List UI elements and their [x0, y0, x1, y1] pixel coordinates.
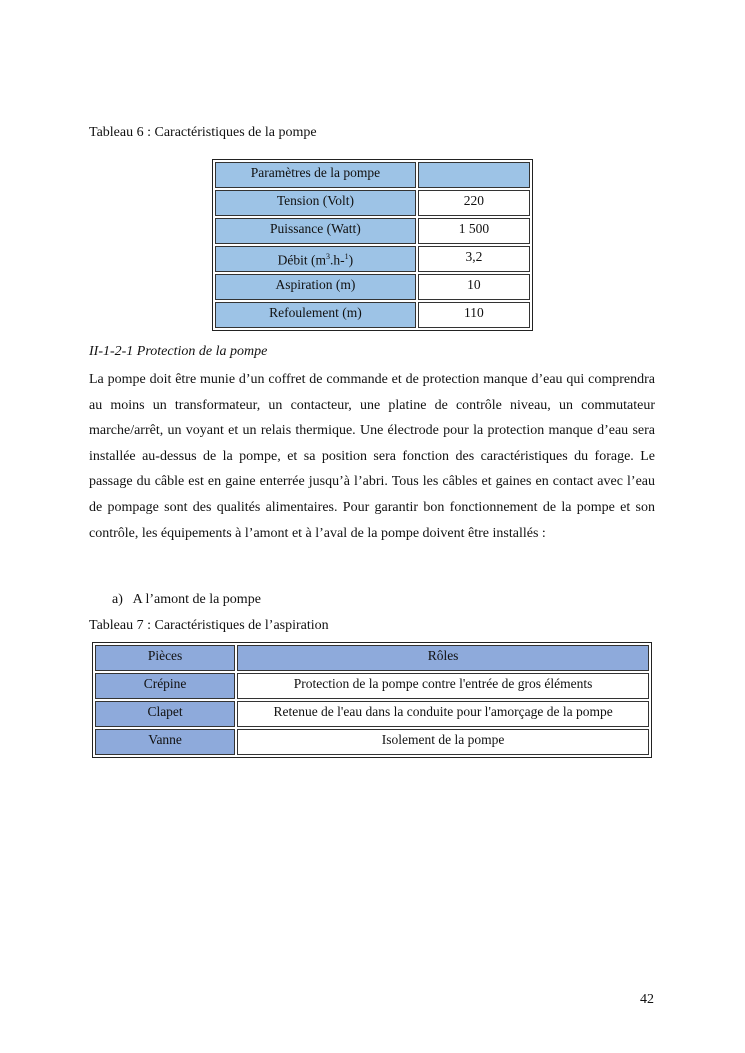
- table-row: [215, 246, 530, 272]
- table-row: [95, 673, 649, 699]
- piece-cell: Crépine: [95, 673, 235, 699]
- section-heading: II-1-2-1 Protection de la pompe: [89, 344, 268, 359]
- value-cell: 1 500: [418, 218, 530, 244]
- value-cell: 10: [418, 274, 530, 300]
- table-header-row: [215, 162, 530, 188]
- list-item: a) A l’amont de la pompe: [112, 592, 261, 607]
- table7-caption: Tableau 7 : Caractéristiques de l’aspiration: [89, 618, 329, 633]
- table-header-cell: Rôles: [237, 645, 649, 671]
- table-header-cell: Paramètres de la pompe: [215, 162, 416, 188]
- value-cell: 110: [418, 302, 530, 328]
- param-cell: Aspiration (m): [215, 274, 416, 300]
- param-text: ): [348, 252, 354, 268]
- value-cell: 3,2: [418, 246, 530, 272]
- table-row: [215, 274, 530, 300]
- table-row: [215, 218, 530, 244]
- table6-caption: Tableau 6 : Caractéristiques de la pompe: [89, 125, 317, 140]
- role-cell: Isolement de la pompe: [237, 729, 649, 755]
- table-row: [215, 190, 530, 216]
- table-row: [95, 701, 649, 727]
- table-row: [215, 302, 530, 328]
- page-number: 42: [640, 992, 654, 1007]
- table-header-cell: Pièces: [95, 645, 235, 671]
- body-paragraph: La pompe doit être munie d’un coffret de commande et de protection manque d’eau qui comprendra au moins un transformateur, un contacteur, une platine de contrôle niveau, un commutateur marche/arrêt, un voyant et un relais thermique. Une électrode pour la protection manque d’eau sera installée au-dessus de la pompe, et sa position sera fonction des caractéristiques du forage. Le passage du câble est en gaine enterrée jusqu’à l’abri. Tous les câbles et gaines en contact avec l’eau de pompage sont des qualités alimentaires. Pour garantir bon fonctionnement de la pompe et son contrôle, les équipements à l’amont et à l’aval de la pompe doivent être installés :: [89, 372, 655, 541]
- role-cell: Retenue de l'eau dans la conduite pour l'amorçage de la pompe: [237, 701, 649, 727]
- role-cell: Protection de la pompe contre l'entrée de gros éléments: [237, 673, 649, 699]
- param-cell: Puissance (Watt): [215, 218, 416, 244]
- value-cell: 220: [418, 190, 530, 216]
- table-header-cell: [418, 162, 530, 188]
- piece-cell: Vanne: [95, 729, 235, 755]
- param-cell: Tension (Volt): [215, 190, 416, 216]
- piece-cell: Clapet: [95, 701, 235, 727]
- param-text: .h-: [330, 252, 345, 268]
- param-cell: Refoulement (m): [215, 302, 416, 328]
- pump-characteristics-table: [212, 159, 533, 331]
- superscript: 1: [344, 252, 349, 261]
- superscript: 3: [326, 252, 331, 261]
- param-text: Débit (m: [277, 252, 327, 268]
- param-cell: [215, 246, 416, 272]
- table-header-row: [95, 645, 649, 671]
- table-row: [95, 729, 649, 755]
- aspiration-table: [92, 642, 652, 758]
